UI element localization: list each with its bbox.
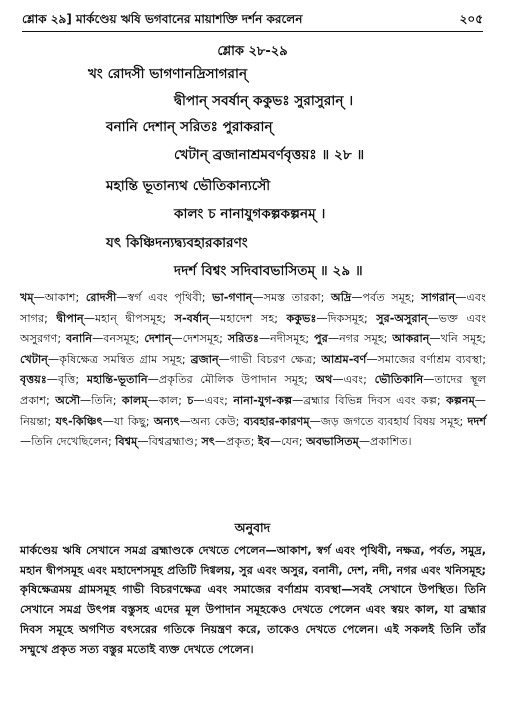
synonym-meaning: —স্বর্গ এবং পৃথিবী; bbox=[116, 291, 213, 304]
synonym-word: সৎ bbox=[201, 435, 215, 449]
synonym-word: অথ bbox=[315, 373, 333, 387]
synonym-meaning: —প্রকৃত; bbox=[214, 435, 258, 449]
synonym-word: ব্যবহার-কারণম্ bbox=[243, 414, 310, 428]
synonym-meaning: —প্রকৃতির মৌলিক উপাদান সমূহ; bbox=[147, 373, 316, 387]
verse-line: খেটান্ ব্রজানাশ্রমবর্ণবৃত্তয়ঃ ॥ ২৮ ॥ bbox=[174, 147, 365, 163]
synonym-word: কালম্ bbox=[121, 393, 148, 407]
synonym-word: বিশ্বম্ bbox=[115, 435, 138, 449]
synonym-meaning: —দেশসমূহ; bbox=[171, 332, 228, 346]
header-rule bbox=[22, 31, 483, 32]
synonym-meaning: —পর্বত সমূহ; bbox=[351, 291, 422, 304]
synonym-meaning: —তাদের স্থূল প্রকাশ; bbox=[20, 373, 486, 407]
synonym-meaning: —সমস্ত তারকা; bbox=[252, 291, 332, 304]
synonym-word: সাগরান্ bbox=[421, 291, 456, 304]
synonym-word: অসৌ bbox=[55, 393, 81, 407]
verse-line: যৎ কিঞ্চিদন্যদ্ব্যবহারকারণং bbox=[106, 235, 248, 251]
synonym-meaning: —নিয়ন্তা; bbox=[20, 393, 486, 428]
synonym-meaning: —সমাজের বর্ণাশ্রম ব্যবস্থা; bbox=[366, 352, 486, 366]
header-title: শ্লোক ২৯] মার্কণ্ডেয় ঋষি ভগবানের মায়াশক্তি দর্শন করলেন bbox=[22, 12, 303, 26]
synonym-word: পুর bbox=[314, 332, 328, 346]
synonym-word: ব্রজান্ bbox=[190, 352, 219, 366]
synonym-meaning: —প্রকাশিত। bbox=[358, 435, 412, 449]
verse-line: বনানি দেশান্ সরিতঃ পুরাকরান্ bbox=[106, 119, 273, 135]
synonym-word: স-বর্ষান্ bbox=[174, 311, 209, 325]
synonym-meaning: —দিকসমূহ; bbox=[316, 311, 377, 325]
synonym-meaning: —কাল; bbox=[147, 393, 188, 407]
synonym-word: অবভাসিতম্ bbox=[306, 435, 359, 449]
synonym-meaning: —জড় জগতে ব্যবহার্য বিষয় সমূহ; bbox=[309, 414, 468, 428]
verse-line: দদর্শ বিশ্বং সদিবাবভাসিতম্ ॥ ২৯ ॥ bbox=[174, 263, 363, 279]
verse-line: কালং চ নানাযুগকল্পকল্পনম্ । bbox=[174, 206, 326, 222]
synonym-meaning: —যা কিছু; bbox=[102, 414, 154, 428]
synonym-meaning: —এবং সাগর; bbox=[20, 291, 486, 325]
synonym-meaning: —তিনি দেখেছিলেন; bbox=[20, 435, 116, 449]
synonym-meaning: —মহাদেশ সহ; bbox=[208, 311, 287, 325]
synonym-meaning: —যেন; bbox=[269, 435, 307, 449]
synonym-word: মহান্তি-ভূতানি bbox=[86, 373, 148, 387]
synonym-meaning: —মহান্ দ্বীপসমূহ; bbox=[83, 311, 175, 325]
synonym-word: দ্বীপান্ bbox=[56, 311, 84, 325]
synonym-meaning: —বনসমূহ; bbox=[92, 332, 145, 346]
synonym-meaning: —বিশ্বব্রহ্মাণ্ড; bbox=[137, 435, 202, 449]
synonym-word: ককুভঃ bbox=[286, 311, 317, 325]
synonym-meaning: —কৃষিক্ষেত্র সমন্বিত গ্রাম সমূহ; bbox=[47, 352, 191, 366]
word-for-word-synonyms bbox=[20, 288, 486, 453]
synonym-word: ইব bbox=[257, 435, 270, 449]
synonym-word: আকরান্ bbox=[392, 332, 430, 346]
synonym-word: অন্যৎ bbox=[153, 414, 180, 428]
synonym-word: দেশান্ bbox=[144, 332, 172, 346]
synonym-meaning: —খনি সমূহ; bbox=[429, 332, 487, 346]
verse-heading: শ্লোক ২৮-২৯ bbox=[217, 44, 288, 59]
synonym-word: খম্ bbox=[20, 291, 34, 304]
synonym-word: খেটান্ bbox=[20, 352, 48, 366]
running-header bbox=[22, 8, 483, 30]
synonym-word: বনানি bbox=[66, 332, 93, 346]
verse-line: মহান্তি ভূতান্যথ ভৌতিকান্যসৌ bbox=[106, 178, 271, 194]
synonym-meaning: —গাভী বিচরণ ক্ষেত্র; bbox=[218, 352, 322, 366]
synonym-word: বৃত্তয়ঃ bbox=[20, 373, 47, 387]
synonym-word: চ bbox=[187, 393, 194, 407]
synonym-meaning: —আকাশ; bbox=[33, 291, 86, 304]
synonym-meaning: —নগর সমূহ; bbox=[327, 332, 393, 346]
synonym-word: সরিতঃ bbox=[227, 332, 259, 346]
synonym-word: ভৌতিকানি bbox=[374, 373, 424, 387]
synonym-meaning: —এবং; bbox=[332, 373, 375, 387]
synonym-word: ভা-গণান্ bbox=[212, 291, 253, 304]
synonym-meaning: —নদীসমূহ; bbox=[258, 332, 315, 346]
synonym-meaning: —অন্য কেউ; bbox=[179, 414, 244, 428]
synonym-word: দদর্শ bbox=[467, 414, 486, 428]
page-number: ২০৫ bbox=[459, 12, 483, 26]
synonym-meaning: —এবং; bbox=[193, 393, 234, 407]
synonym-word: অদ্রি bbox=[331, 291, 352, 304]
translation-text: মার্কণ্ডেয় ঋষি সেখানে সমগ্র ব্রহ্মাণ্ডকে দেখতে পেলেন—আকাশ, স্বর্গ এবং পৃথিবী, নক্ষত্র, পর্বত, সমুদ্র, মহান দ্বীপসমূহ এবং মহাদেশসমূহ প্রতিটি দিগ্বলয়, সুর এবং অসুর, বনানী, দেশ, নদী, নগর এবং খনিসমূহ; কৃষিক্ষেত্রময় গ্রামসমূহ গাভী বিচরণক্ষেত্র এবং সমাজের বর্ণাশ্রম ব্যবস্থা—সবই সেখানে উপস্থিত। তিনি সেখানে সমগ্র উৎপন্ন বস্তুসহ এদের মূল উপাদান সমূহকেও দেখতে পেলেন এবং স্বয়ং কাল, যা ব্রহ্মার দিবস সমূহে অগণিত বৎসরের গতিকে নিয়ন্ত্রণ করে, তাকেও দেখতে পেলেন। এই সকলই তিনি তাঁর সম্মুখে প্রকৃত সত্য বস্তুর মতোই ব্যক্ত দেখতে পেলেন। bbox=[20, 544, 486, 656]
verse-line: খং রোদসী ভাগণানদ্রিসাগরান্ bbox=[88, 66, 248, 82]
synonym-word: কল্পনম্ bbox=[446, 393, 475, 407]
synonym-word: যৎ-কিঞ্চিৎ bbox=[55, 414, 103, 428]
translation-heading: অনুবাদ bbox=[234, 520, 271, 535]
verse-line: দ্বীপান্ সবর্ষান্ ককুভঃ সুরাসুরান্ । bbox=[174, 93, 354, 109]
synonym-meaning: —বৃত্তি; bbox=[46, 373, 87, 387]
synonym-word: নানা-যুগ-কল্প bbox=[233, 393, 293, 407]
synonym-meaning: —ব্রহ্মার বিভিন্ন দিবস এবং কল্প; bbox=[292, 393, 447, 407]
synonym-meaning: —তিনি; bbox=[80, 393, 122, 407]
synonym-meaning: —ভক্ত এবং অসুরগণ; bbox=[20, 311, 487, 346]
synonym-word: আশ্রম-বর্ণ bbox=[321, 352, 367, 366]
synonym-word: রোদসী bbox=[85, 291, 117, 304]
synonym-word: সুর-অসুরান্ bbox=[376, 311, 428, 325]
